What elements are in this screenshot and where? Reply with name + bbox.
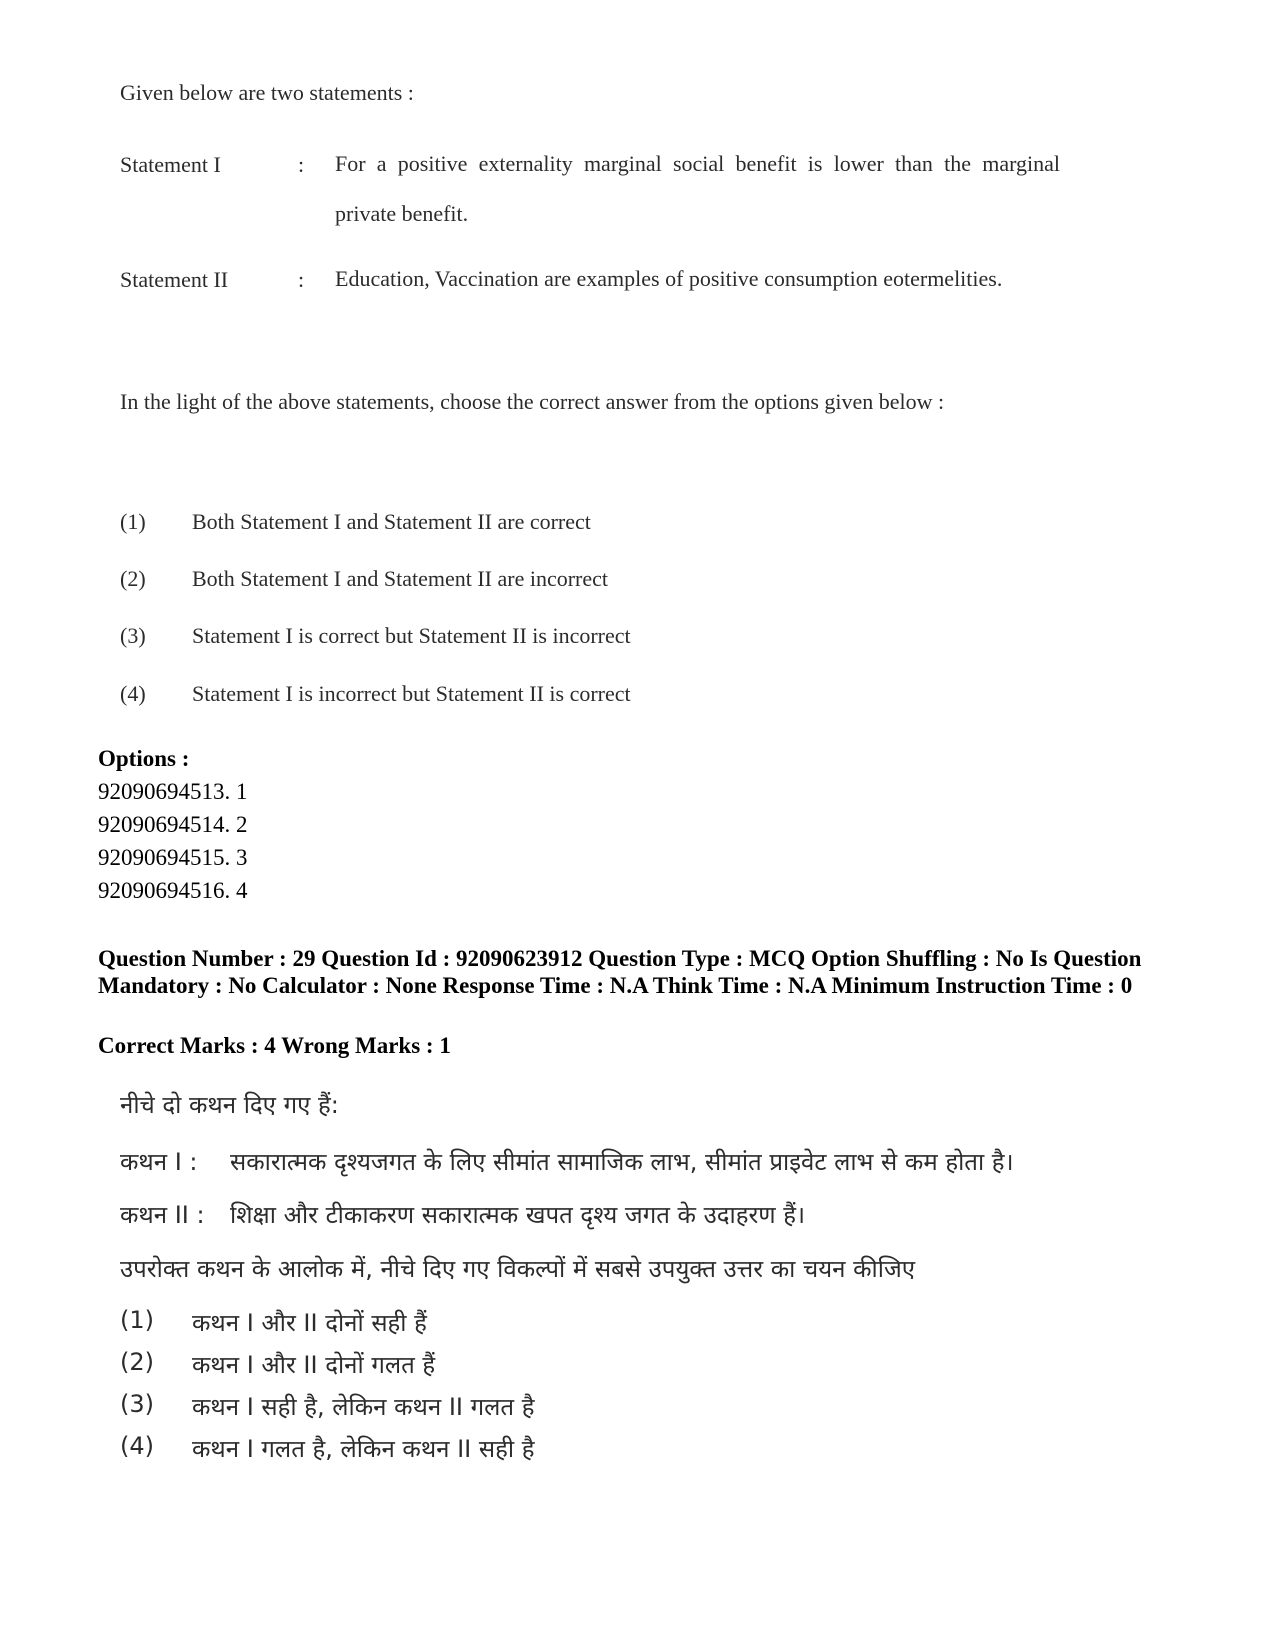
option-number: (3) <box>120 623 146 648</box>
option-text: कथन I सही है, लेकिन कथन II गलत है <box>192 1393 535 1421</box>
option-number: (3) <box>120 1390 154 1418</box>
option-text: Statement I is incorrect but Statement II is correct <box>192 681 631 706</box>
statement-2-colon: : <box>298 267 305 292</box>
hindi-statement-1-label: कथन I : <box>120 1148 198 1176</box>
hindi-direction: उपरोक्त कथन के आलोक में, नीचे दिए गए विकल्पों में सबसे उपयुक्त उत्तर का चयन कीजिए <box>120 1255 916 1283</box>
option-id-2: 92090694514. 2 <box>98 812 248 837</box>
statement-2-text: Education, Vaccination are examples of positive consumption eotermelities. <box>335 266 1003 291</box>
option-text: Both Statement I and Statement II are correct <box>192 509 591 534</box>
option-text: कथन I और II दोनों सही हैं <box>192 1309 427 1337</box>
option-id-1: 92090694513. 1 <box>98 779 248 804</box>
statement-1-label: Statement I <box>120 152 221 177</box>
option-number: (1) <box>120 509 146 534</box>
hindi-statement-2-label: कथन II : <box>120 1201 205 1229</box>
option-id-3: 92090694515. 3 <box>98 845 248 870</box>
option-text: Statement I is correct but Statement II is incorrect <box>192 623 631 648</box>
question-marks: Correct Marks : 4 Wrong Marks : 1 <box>98 1033 451 1058</box>
option-number: (4) <box>120 681 146 706</box>
statement-1-colon: : <box>298 152 305 177</box>
hindi-intro: नीचे दो कथन दिए गए हैं: <box>120 1091 339 1119</box>
options-list <box>98 742 248 907</box>
question-info: Question Number : 29 Question Id : 92090623912 Question Type : MCQ Option Shuffling : No Is Question Mandatory : No Calculator : None Response Time : N.A Think Time : N.A Minimum Instruction Time : 0 <box>98 946 1142 998</box>
options-heading: Options : <box>98 746 190 771</box>
option-text: Both Statement I and Statement II are incorrect <box>192 566 609 591</box>
statement-1-text: For a positive externality marginal social benefit is lower than the marginal private benefit. <box>335 151 1060 226</box>
statement-2-label: Statement II <box>120 267 229 292</box>
hindi-statement-1-text: सकारात्मक दृश्यजगत के लिए सीमांत सामाजिक लाभ, सीमांत प्राइवेट लाभ से कम होता है। <box>230 1148 1014 1176</box>
option-number: (2) <box>120 1348 154 1376</box>
option-number: (4) <box>120 1432 154 1460</box>
hindi-statement-2-text: शिक्षा और टीकाकरण सकारात्मक खपत दृश्य जगत के उदाहरण हैं। <box>230 1201 806 1229</box>
option-number: (1) <box>120 1306 154 1334</box>
question-direction: In the light of the above statements, choose the correct answer from the options given below : <box>120 389 945 414</box>
option-text: कथन I गलत है, लेकिन कथन II सही है <box>192 1435 535 1463</box>
question-intro: Given below are two statements : <box>120 80 414 105</box>
option-text: कथन I और II दोनों गलत हैं <box>192 1351 436 1379</box>
option-number: (2) <box>120 566 146 591</box>
option-id-4: 92090694516. 4 <box>98 878 248 903</box>
